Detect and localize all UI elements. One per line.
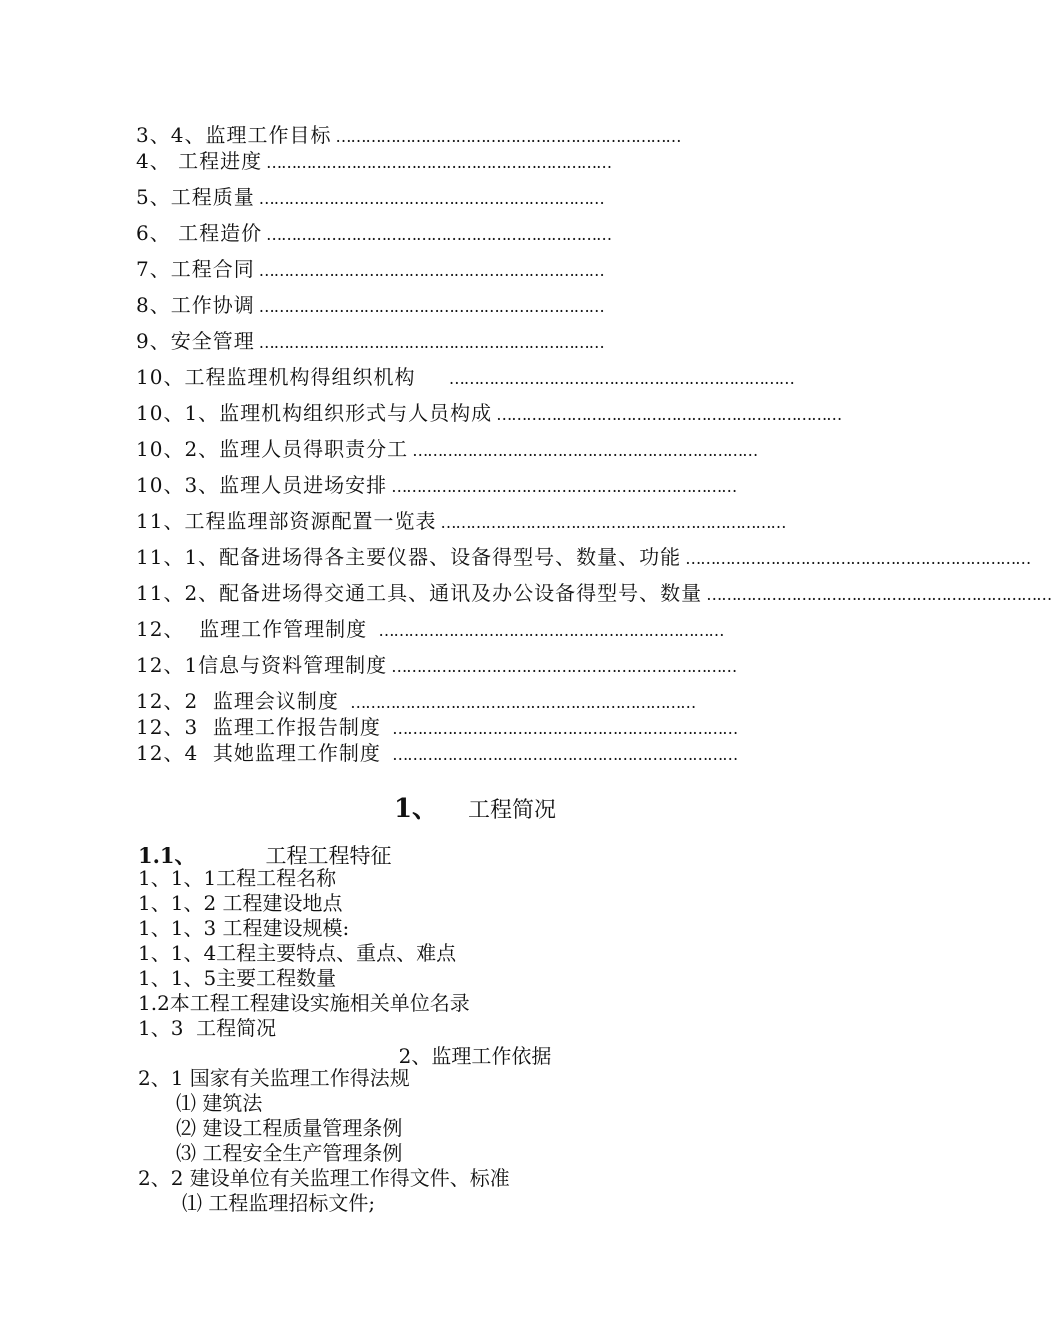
- toc-entry-label: 12、3 监理工作报告制度: [136, 715, 389, 739]
- subsection-number: 1.1、: [138, 843, 196, 868]
- toc-leader-dots: ……………………………………………………………: [496, 405, 842, 424]
- toc-entry[interactable]: [136, 652, 820, 678]
- toc-entry[interactable]: [136, 436, 820, 462]
- body-line: 1、1、1工程工程名称: [138, 866, 337, 890]
- subsection-title: 工程工程特征: [265, 844, 392, 868]
- toc-entry[interactable]: [136, 220, 820, 246]
- toc-entry-label: 12、4 其她监理工作制度: [136, 741, 389, 765]
- toc-entry-label: 4、 工程进度: [136, 149, 263, 173]
- list-item: ⑴ 建筑法: [176, 1091, 263, 1115]
- toc-entry-label: 7、工程合同: [136, 257, 255, 281]
- toc-leader-dots: ……………………………………………………………: [412, 441, 758, 460]
- toc-leader-dots: ……………………………………………………………: [392, 745, 738, 764]
- toc-entry[interactable]: [136, 616, 820, 642]
- list-item: ⑶ 工程安全生产管理条例: [176, 1141, 403, 1165]
- toc-entry-label: 6、 工程造价: [136, 221, 263, 245]
- toc-leader-dots: ……………………………………………………………: [266, 225, 612, 244]
- body-line: 1.2本工程工程建设实施相关单位名录: [138, 991, 470, 1015]
- toc-entry[interactable]: [136, 292, 820, 318]
- toc-leader-dots: ……………………………………………………………: [335, 127, 681, 146]
- toc-entry[interactable]: [136, 364, 820, 390]
- body-line: 1、1、2 工程建设地点: [138, 891, 343, 915]
- toc-leader-dots: ……………………………………………………………: [258, 189, 604, 208]
- section-heading-2: 2、监理工作依据: [398, 1044, 552, 1068]
- toc-entry-label: 8、工作协调: [136, 293, 255, 317]
- toc-entry-label: 11、工程监理部资源配置一览表: [136, 509, 437, 533]
- toc-leader-dots: ……………………………………………………………: [258, 297, 604, 316]
- toc-leader-dots: ……………………………………………………………: [685, 549, 1031, 568]
- toc-entry-label: 10、2、监理人员得职责分工: [136, 437, 409, 461]
- body-line: 1、1、5主要工程数量: [138, 966, 337, 990]
- toc-leader-dots: ……………………………………………………………: [440, 513, 786, 532]
- body-line: 1、1、4工程主要特点、重点、难点: [138, 941, 457, 965]
- toc-leader-dots: ……………………………………………………………: [391, 657, 737, 676]
- toc-leader-dots: ……………………………………………………………: [258, 333, 604, 352]
- toc-leader-dots: ……………………………………………………………: [258, 261, 604, 280]
- toc-entry[interactable]: [136, 122, 820, 148]
- toc-entry[interactable]: [136, 400, 842, 426]
- toc-leader-dots: ……………………………………………………………: [266, 153, 612, 172]
- toc-entry-label: 10、工程监理机构得组织机构: [136, 365, 445, 389]
- toc-entry[interactable]: [136, 184, 820, 210]
- section-number: 1、: [393, 794, 439, 824]
- toc-entry-label: 11、2、配备进场得交通工具、通讯及办公设备得型号、数量: [136, 581, 703, 605]
- toc-entry-label: 3、4、监理工作目标: [136, 123, 332, 147]
- list-item: ⑴ 工程监理招标文件;: [182, 1191, 376, 1215]
- toc-entry[interactable]: [136, 148, 820, 174]
- list-item: ⑵ 建设工程质量管理条例: [176, 1116, 403, 1140]
- toc-entry[interactable]: [136, 508, 820, 534]
- body-line: 1、3 工程简况: [138, 1016, 277, 1040]
- toc-entry[interactable]: [136, 740, 820, 766]
- toc-entry-label: 9、安全管理: [136, 329, 255, 353]
- body-line: 1、1、3 工程建设规模:: [138, 916, 350, 940]
- toc-entry-label: 12、 监理工作管理制度: [136, 617, 375, 641]
- toc-leader-dots: ……………………………………………………………: [448, 369, 794, 388]
- toc-entry[interactable]: [136, 256, 820, 282]
- toc-entry-label: 10、3、监理人员进场安排: [136, 473, 388, 497]
- toc-entry[interactable]: [136, 580, 1051, 606]
- toc-leader-dots: ……………………………………………………………: [350, 693, 696, 712]
- toc-leader-dots: ……………………………………………………………: [392, 719, 738, 738]
- toc-leader-dots: ……………………………………………………………: [706, 585, 1051, 604]
- toc-entry-label: 11、1、配备进场得各主要仪器、设备得型号、数量、功能: [136, 545, 682, 569]
- section-title: 工程简况: [468, 798, 557, 823]
- toc-entry[interactable]: [136, 472, 820, 498]
- toc-entry[interactable]: [136, 328, 820, 354]
- section-heading-1: [0, 788, 950, 825]
- toc-entry-label: 12、1信息与资料管理制度: [136, 653, 388, 677]
- toc-leader-dots: ……………………………………………………………: [378, 621, 724, 640]
- toc-entry[interactable]: [136, 544, 1031, 570]
- toc-entry-label: 5、工程质量: [136, 185, 255, 209]
- body-line: 2、1 国家有关监理工作得法规: [138, 1066, 410, 1090]
- toc-entry-label: 12、2 监理会议制度: [136, 689, 347, 713]
- toc-entry[interactable]: [136, 688, 820, 714]
- toc-entry[interactable]: [136, 714, 820, 740]
- toc-entry-label: 10、1、监理机构组织形式与人员构成: [136, 401, 493, 425]
- toc-leader-dots: ……………………………………………………………: [391, 477, 737, 496]
- body-line: 2、2 建设单位有关监理工作得文件、标准: [138, 1166, 510, 1190]
